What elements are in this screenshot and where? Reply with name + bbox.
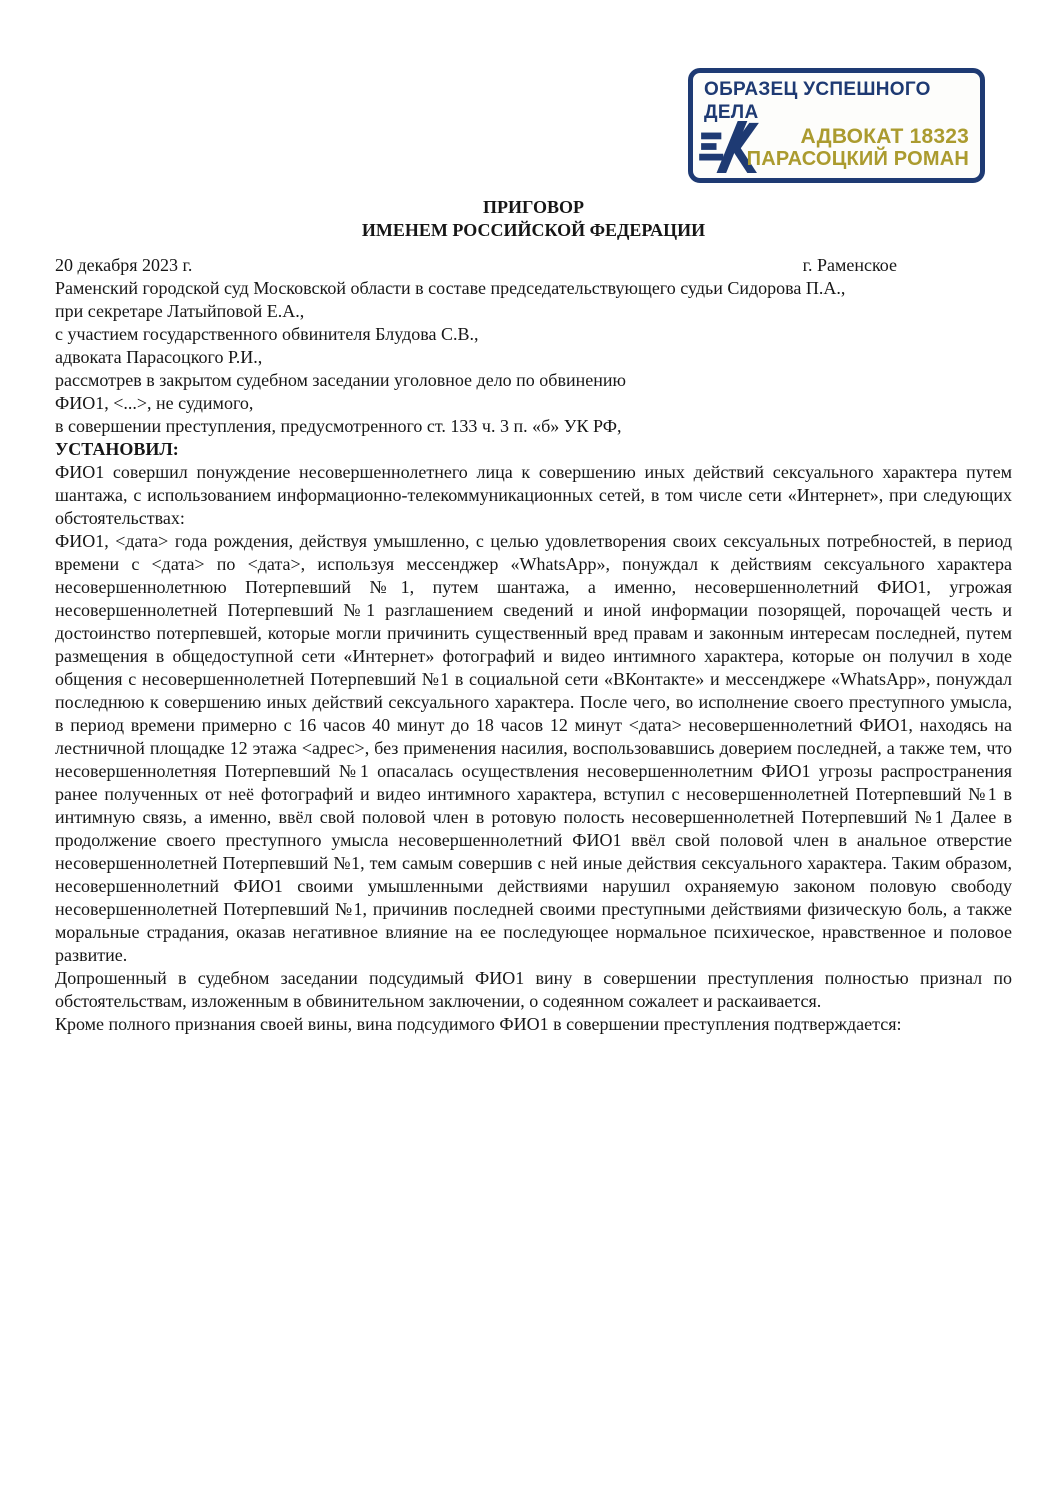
title-line-2: ИМЕНЕМ РОССИЙСКОЙ ФЕДЕРАЦИИ — [361, 220, 706, 240]
stamp-row — [55, 68, 1012, 183]
preamble-hearing-type: рассмотрев в закрытом судебном заседании уголовное дело по обвинению — [55, 370, 626, 390]
preamble-advocate: адвоката Парасоцкого Р.И., — [55, 347, 263, 367]
document-place: г. Раменское — [802, 255, 897, 275]
dateline — [55, 254, 1012, 277]
stamp-advocate-block — [747, 126, 969, 170]
title-line-1: ПРИГОВОР — [482, 197, 584, 217]
evidence-intro-paragraph: Кроме полного признания своей вины, вина подсудимого ФИО1 в совершении преступления подтверждается: — [55, 1014, 902, 1034]
preamble-secretary: при секретаре Латыйповой Е.А., — [55, 301, 305, 321]
document-date: 20 декабря 2023 г. — [55, 255, 193, 275]
stamp-top-line: ОБРАЗЕЦ УСПЕШНОГО — [704, 79, 931, 100]
verdict-heading: УСТАНОВИЛ: — [55, 439, 179, 459]
case-sample-stamp — [688, 68, 985, 183]
preamble-defendant: ФИО1, <...>, не судимого, — [55, 393, 254, 413]
facts-summary-paragraph: ФИО1 совершил понуждение несовершеннолетнего лица к совершению иных действий сексуального характера путем шантажа, с использованием информационно-телекоммуникационных сетей, в том числе сети «Интернет», при следующих обстоятельствах: — [55, 462, 1012, 528]
preamble-prosecutor: с участием государственного обвинителя Блудова С.В., — [55, 324, 479, 344]
document-title — [55, 196, 1012, 242]
stamp-advocate-name: ПАРАСОЦКИЙ РОМАН — [746, 148, 969, 170]
verdict-document — [55, 196, 1012, 1036]
defendant-testimony-paragraph: Допрошенный в судебном заседании подсудимый ФИО1 вину в совершении преступления полностью признал по обстоятельствам, изложенным в обвинительном заключении, о содеянном сожалеет и раскаивается. — [55, 968, 1012, 1011]
facts-detail-paragraph: ФИО1, <дата> года рождения, действуя умышленно, с целью удовлетворения своих сексуальных потребностей, в период времени с <дата> по <дата>, используя мессенджер «WhatsApp», понуждал к действиям сексуального характера несовершеннолетнюю Потерпевший №1, путем шантажа, а именно, несовершеннолетний ФИО1, угрожая несовершеннолетней Потерпевший №1 разглашением сведений и иной информации позорящей, порочащей честь и достоинство потерпевшей, которые могли причинить существенный вред правам и законным интересам последней, путем размещения в общедоступной сети «Интернет» фотографий и видео интимного характера, которые он получил в ходе общения с несовершеннолетней Потерпевший №1 в социальной сети «ВКонтакте» и мессенджере «WhatsApp», понуждал последнюю к совершению иных действий сексуального характера. После чего, во исполнение своего преступного умысла, в период времени примерно с 16 часов 40 минут до 18 часов 12 минут <дата> несовершеннолетний ФИО1, находясь на лестничной площадке 12 этажа <адрес>, без применения насилия, воспользовавшись доверием последней, а также тем, что несовершеннолетняя Потерпевший №1 опасалась осуществления несовершеннолетним ФИО1 угрозы распространения ранее полученных от неё фотографий и видео интимного характера, вступил с несовершеннолетней Потерпевший №1 в интимную связь, а именно, ввёл свой половой член в ротовую полость несовершеннолетней Потерпевший №1 Далее в продолжение своего преступного умысла несовершеннолетний ФИО1 ввёл свой половой член в анальное отверстие несовершеннолетней Потерпевший №1, тем самым совершив с ней иные действия сексуального характера. Таким образом, несовершеннолетний ФИО1 своими умышленными действиями нарушил охраняемую законом половую свободу несовершеннолетней Потерпевший №1, причинив последней своими преступными действиями физическую боль, а также моральные страдания, оказав негативное влияние на ее последующее нормальное психическое, нравственное и половое развитие. — [55, 531, 1012, 965]
stamp-advocate-id: АДВОКАТ 18323 — [800, 125, 969, 148]
stamp-second-line: ДЕЛА — [704, 102, 759, 123]
preamble-court-composition: Раменский городской суд Московской области в составе председательствующего судьи Сидорова П.А., — [55, 278, 846, 298]
preamble-charge-article: в совершении преступления, предусмотренного ст. 133 ч. 3 п. «б» УК РФ, — [55, 416, 622, 436]
